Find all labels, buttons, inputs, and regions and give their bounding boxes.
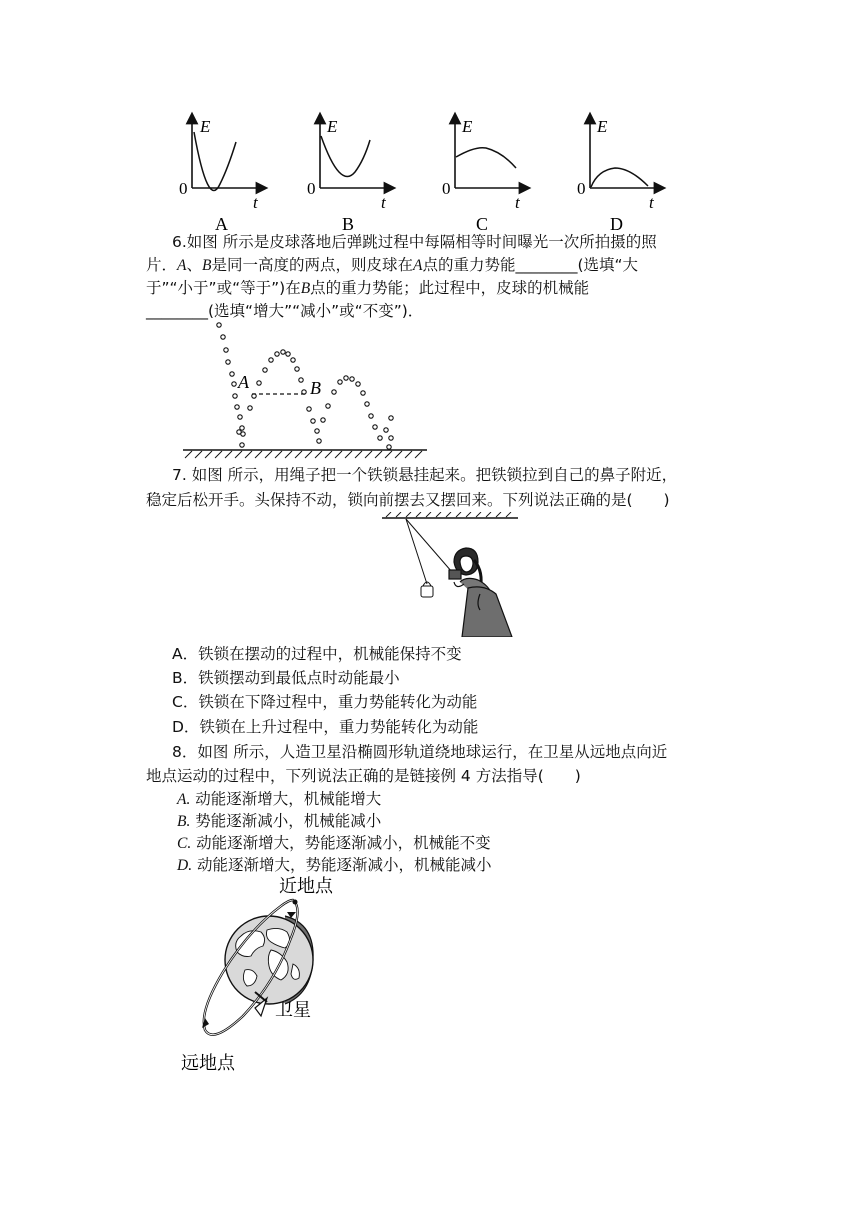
graph-c-t-label: t — [515, 193, 520, 212]
q6-line-2-b: 、 — [186, 256, 202, 274]
q8-option-c-letter: C. — [177, 835, 192, 852]
energy-graphs — [170, 110, 680, 235]
q6-line-4: ________(选填“增大”“减小”或“不变”)． — [146, 302, 424, 320]
q6-line-2-a: 片． — [146, 256, 178, 274]
string-hold — [406, 519, 452, 572]
q8-option-d-letter: D. — [177, 857, 193, 874]
graph-a — [179, 117, 262, 234]
near-point-label: 近地点 — [279, 876, 333, 896]
ceiling-hatch — [386, 512, 511, 517]
q8-option-a-text: 动能逐渐增大，机械能增大 — [195, 790, 382, 808]
far-point-label: 远地点 — [181, 1053, 235, 1073]
q6-line-2 — [146, 253, 638, 278]
fig-label-a: A — [238, 372, 249, 392]
bouncing-ball-figure — [180, 320, 430, 460]
q8-option-d-text: 动能逐渐增大，势能逐渐减小，机械能减小 — [197, 856, 492, 874]
q6-point-b-2: B — [300, 280, 311, 297]
graph-d — [577, 117, 660, 234]
q8-option-b — [177, 810, 381, 833]
graph-c-letter: C — [476, 214, 489, 234]
satellite-label: 卫星 — [275, 1000, 311, 1020]
q7-option-b: B．铁锁摆动到最低点时动能最小 — [172, 669, 400, 687]
pendulum-lock-figure — [380, 512, 520, 637]
graph-a-t-label: t — [253, 193, 258, 212]
q8-option-b-letter: B. — [177, 813, 191, 830]
q8-option-a — [177, 788, 381, 811]
graph-c-e-label: E — [462, 117, 473, 136]
q7-option-a: A．铁锁在摆动的过程中，机械能保持不变 — [172, 645, 462, 663]
graph-d-t-label: t — [649, 193, 654, 212]
q6-line-3-b: 点的重力势能；此过程中，皮球的机械能 — [310, 279, 590, 297]
q6-line-3-a: 于”“小于”或“等于”)在 — [146, 279, 301, 297]
q6-point-a: A — [177, 257, 187, 274]
q6-line-2-c: 是同一高度的两点，则皮球在 — [211, 256, 413, 274]
fig-label-b: B — [310, 378, 321, 398]
string-swing — [406, 519, 427, 584]
q6-line-2-d: 点的重力势能________(选填“大 — [422, 256, 639, 274]
graph-b-t-label: t — [381, 193, 386, 212]
graph-b — [307, 117, 390, 234]
graph-a-letter: A — [215, 214, 228, 234]
graph-b-e-label: E — [327, 117, 338, 136]
q7-option-d: D．铁锁在上升过程中，重力势能转化为动能 — [172, 718, 479, 736]
q8-line-2: 地点运动的过程中，下列说法正确的是链接例 4 方法指导( ) — [146, 767, 581, 785]
graph-a-origin: 0 — [179, 179, 188, 198]
q7-option-c: C．铁锁在下降过程中，重力势能转化为动能 — [172, 693, 478, 711]
q6-line-3 — [146, 276, 589, 301]
earth-icon — [225, 916, 313, 1004]
q8-option-c-text: 动能逐渐增大，势能逐渐减小，机械能不变 — [196, 834, 491, 852]
lock-icon — [421, 582, 433, 597]
graph-d-letter: D — [610, 214, 623, 234]
girl-figure — [449, 548, 512, 637]
near-point-marker — [293, 900, 298, 905]
ground-hatch — [185, 451, 422, 458]
graph-b-letter: B — [342, 214, 355, 234]
graph-d-origin: 0 — [577, 179, 586, 198]
q8-option-c — [177, 832, 491, 855]
q8-line-1: 8．如图 所示，人造卫星沿椭圆形轨道绕地球运行，在卫星从远地点向近 — [172, 743, 668, 761]
q7-line-1: 7. 如图 所示，用绳子把一个铁锁悬挂起来。把铁锁拉到自己的鼻子附近， — [172, 466, 678, 484]
satellite-orbit-figure — [175, 872, 355, 1077]
q6-line-1: 6.如图 所示是皮球落地后弹跳过程中每隔相等时间曝光一次所拍摄的照 — [172, 233, 657, 251]
q7-line-2: 稳定后松开手。头保持不动，锁向前摆去又摆回来。下列说法正确的是( ) — [146, 491, 670, 509]
graph-b-origin: 0 — [307, 179, 316, 198]
graph-c — [442, 117, 525, 234]
graph-a-e-label: E — [200, 117, 211, 136]
graph-c-origin: 0 — [442, 179, 451, 198]
graph-d-e-label: E — [597, 117, 608, 136]
q8-option-b-text: 势能逐渐减小，机械能减小 — [195, 812, 382, 830]
q6-point-b: B — [202, 257, 212, 274]
q8-option-a-letter: A. — [177, 791, 191, 808]
q6-point-a-2: A — [412, 257, 423, 274]
